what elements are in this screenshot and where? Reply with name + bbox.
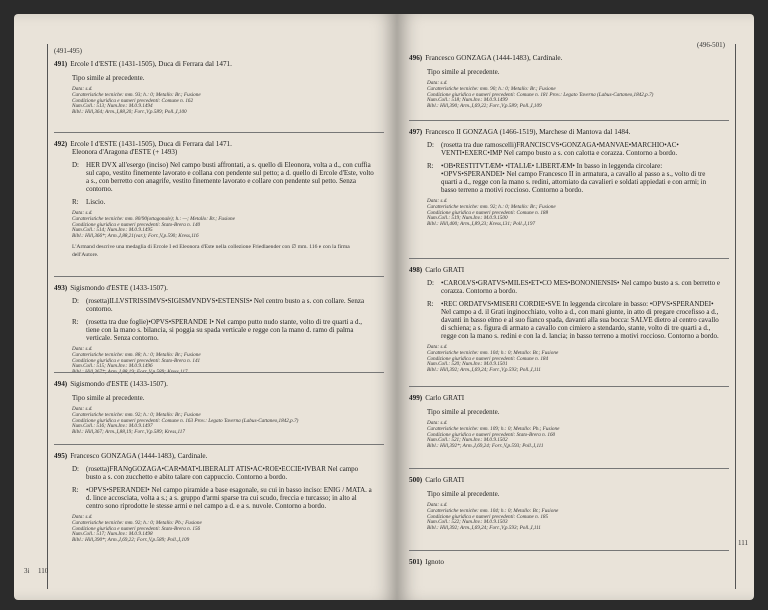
entry-type: Tipo simile al precedente. bbox=[72, 74, 145, 82]
technical-line: Num.Coll.: 518; Num.Inv.: M.0.9.1499 bbox=[427, 97, 508, 104]
technical-line: Num.Coll.: 515; Num.Inv.: M.0.9.1496 bbox=[72, 363, 153, 370]
face-label: R: bbox=[72, 486, 79, 494]
entry-separator bbox=[54, 276, 384, 277]
face-description: (rosetta tra due foglie)•OPVS•SPERANDE I• Nel campo putto nudo stante, volto di tre quarti a d., tiene con la mano s. bilancia, si poggia su spada verticale e regge con la mano d. ramo di palma verticale. Senza contorno. bbox=[86, 318, 363, 342]
catalog-entry bbox=[54, 60, 374, 116]
entry-heading bbox=[54, 380, 374, 388]
technical-line: Num.Coll.: 520; Num.Inv.: M.0.9.1501 bbox=[427, 361, 508, 368]
left-margin-rule bbox=[47, 44, 48, 589]
entry-technical-data bbox=[409, 421, 721, 450]
technical-line: Condizione giuridica e numeri precedenti: Comune n. 188 bbox=[427, 209, 549, 216]
right-running-head: (496-501) bbox=[697, 41, 725, 49]
catalog-entry bbox=[409, 128, 721, 228]
technical-line: Caratteristiche tecniche: mm. 92; h.: 0; Metallo: Br.; Fusione bbox=[427, 203, 556, 210]
entry-face bbox=[409, 141, 721, 157]
technical-line: Condizione giuridica e numeri precedenti: Stato-Brera n. 140 bbox=[72, 221, 201, 228]
technical-line: Condizione giuridica e numeri precedenti: Comune n. 163 Prov.: Legato Taverna (Labus-Cattaneo,1842,p.7) bbox=[72, 417, 299, 424]
entry-title: Sigismondo d'ESTE (1433-1507). bbox=[70, 284, 168, 292]
technical-line: Num.Coll.: 517; Num.Inv.: M.0.9.1498 bbox=[72, 531, 153, 538]
technical-line: Caratteristiche tecniche: mm. 104; h.: 0; Metallo: Br.; Fusione bbox=[427, 349, 559, 356]
entry-type: Tipo simile al precedente. bbox=[427, 408, 500, 416]
entry-technical-data bbox=[54, 211, 374, 240]
entry-title: Francesco II GONZAGA (1466-1519), Marchese di Mantova dal 1484. bbox=[425, 128, 631, 136]
entry-heading bbox=[409, 54, 721, 62]
right-page-number: 111 bbox=[738, 539, 748, 547]
entry-separator bbox=[54, 444, 384, 445]
face-label: D: bbox=[427, 141, 434, 149]
technical-line: Caratteristiche tecniche: mm. 80/90(ottagonale); h.: —; Metallo: Br.; Fusione bbox=[72, 215, 235, 222]
face-description: (rosetta)FRANꝯGOZAGA•CAR•MAT•LIBERALIT ATIS•AC•ROE•ECCIE•IVBAR Nel campo busto a s. con zucchetto e abito talare con cappuccio. Contorno a bordo. bbox=[86, 465, 359, 481]
face-label: R: bbox=[427, 300, 434, 308]
technical-line: Condizione giuridica e numeri precedenti: Comune n. 181 Prov.: Legato Taverna (Labus-Cattaneo,1842,p.7) bbox=[427, 91, 654, 98]
catalog-entry bbox=[54, 140, 374, 259]
entry-heading bbox=[409, 476, 721, 484]
entry-number: 493) bbox=[54, 284, 68, 292]
entry-heading bbox=[54, 452, 374, 460]
entry-separator bbox=[409, 386, 729, 387]
catalog-entry bbox=[409, 394, 721, 450]
technical-line: Data: s.d. bbox=[427, 420, 448, 426]
entry-separator bbox=[409, 120, 729, 121]
entry-technical-data bbox=[409, 345, 721, 374]
entry-title: Carlo GRATI bbox=[425, 476, 465, 484]
entry-heading bbox=[409, 266, 721, 274]
technical-line: Caratteristiche tecniche: mm. 93; h.: 0; Metallo: Br.; Fusione bbox=[72, 91, 201, 98]
entry-heading bbox=[409, 394, 721, 402]
face-description: •OB•RESTITVTÆM• •ITALIÆ• LIBERTÆM• In basso in leggenda circolare: •OPVS•SPERANDEI• Nel campo Francesco II in armatura, a cavallo al passo a s., volto di tre quarti a d., regge con la mano s. redini, attorniato da cavalieri e soldati appiedati e con armi; in basso terreno a motivi roccioso. Contorno a bordo. bbox=[441, 162, 707, 194]
face-description: (rosetta)ILLVSTRISSIMVS•SIGISMVNDVS•ESTENSIS• Nel centro busto a s. con collare. Senza contorno. bbox=[86, 297, 365, 313]
entry-face bbox=[409, 300, 721, 340]
catalog-entry bbox=[409, 476, 721, 532]
entry-title: Ercole I d'ESTE (1431-1505), Duca di Ferrara dal 1471. bbox=[70, 60, 232, 68]
entry-technical-data bbox=[54, 87, 374, 116]
technical-line: Data: s.d. bbox=[72, 86, 93, 92]
entry-heading bbox=[54, 60, 374, 68]
technical-line: Caratteristiche tecniche: mm. 92; h.: 0; Metallo: Pb.; Fusione bbox=[72, 519, 202, 526]
entry-separator bbox=[409, 258, 729, 259]
entry-technical-data bbox=[54, 515, 374, 544]
entry-subtitle: Eleonora d'Aragona d'ESTE (+ 1493) bbox=[72, 148, 178, 156]
technical-line: Bibl.: Hill,366*; Arm.,I,88,21(var.); Forr.,V,p.590; Kress,116 bbox=[72, 233, 199, 240]
entry-title: Ercole I d'ESTE (1431-1505), Duca di Ferrara dal 1471. bbox=[70, 140, 232, 148]
entry-title: Carlo GRATI bbox=[425, 394, 465, 402]
entry-face bbox=[409, 279, 721, 295]
entry-face bbox=[409, 162, 721, 194]
face-label: R: bbox=[72, 318, 79, 326]
entry-number: 495) bbox=[54, 452, 68, 460]
entry-number: 498) bbox=[409, 266, 423, 274]
face-description: •CAROLVS•GRATVS•MILES•ET•CO MES•BONONIENSIS• Nel campo busto a s. con berretto e corazza. Contorno a bordo. bbox=[441, 279, 720, 295]
technical-line: Bibl.: Hill,392*; Arm.,I,69,24; Forr.,V,p.593; Poll.,I,111 bbox=[427, 443, 544, 450]
entry-technical-data bbox=[409, 199, 721, 228]
entry-face bbox=[54, 161, 374, 193]
entry-face bbox=[54, 318, 374, 342]
entry-technical-data bbox=[409, 503, 721, 532]
face-description: Liscio. bbox=[86, 198, 106, 206]
entry-technical-data bbox=[54, 407, 374, 436]
entry-separator bbox=[409, 550, 729, 551]
technical-line: Data: s.d. bbox=[427, 344, 448, 350]
technical-line: Bibl.: Hill,392; Arm.,I,69,24; Forr.,V,p.593; Poll.,I,111 bbox=[427, 367, 541, 374]
technical-line: Caratteristiche tecniche: mm. 104; h.: 0; Metallo: Br.; Fusione bbox=[427, 507, 559, 514]
technical-line: Data: s.d. bbox=[427, 502, 448, 508]
technical-line: Condizione giuridica e numeri precedenti: Comune n. 162 bbox=[72, 97, 194, 104]
entry-separator bbox=[409, 468, 729, 469]
face-label: D: bbox=[72, 161, 79, 169]
technical-line: Data: s.d. bbox=[72, 210, 93, 216]
face-description: (rosetta tra due ramoscelli)FRANCISCVS•GONZAGA•MANVAE•MARCHIO•AC• VENTI•EXERC•IMP Nel campo busto a s. con calotta e corazza. Contorno a bordo. bbox=[441, 141, 679, 157]
entry-heading bbox=[54, 284, 374, 292]
entry-technical-data bbox=[409, 81, 721, 110]
technical-line: Bibl.: Hill,390; Arm.,I,69,22; Forr.,V,p.589; Poll.,I,109 bbox=[427, 103, 542, 110]
entry-separator bbox=[54, 132, 384, 133]
entry-title: Carlo GRATI bbox=[425, 266, 465, 274]
technical-line: Num.Coll.: 521; Num.Inv.: M.0.9.1502 bbox=[427, 437, 508, 444]
technical-line: Bibl.: Hill,390*; Arm.,I,69,22; Forr.,V,p.589; Poll.,I,109 bbox=[72, 537, 190, 544]
technical-line: Num.Coll.: 513; Num.Inv.: M.0.9.1494 bbox=[72, 103, 153, 110]
entry-number: 494) bbox=[54, 380, 68, 388]
technical-line: Caratteristiche tecniche: mm. 92; h.: 0; Metallo: Br.; Fusione bbox=[72, 411, 201, 418]
left-page-number: 110 bbox=[38, 567, 49, 575]
technical-line: Num.Coll.: 514; Num.Inv.: M.0.9.1495 bbox=[72, 227, 153, 234]
technical-line: Bibl.: Hill,400; Arm.,I,89,23; Kress,131; Poll.,I,197 bbox=[427, 221, 536, 228]
entry-title: Francesco GONZAGA (1444-1483), Cardinale. bbox=[70, 452, 208, 460]
face-label: D: bbox=[72, 465, 79, 473]
face-label: R: bbox=[72, 198, 79, 206]
technical-line: Caratteristiche tecniche: mm. 109; h.: 0; Metallo: Pb.; Fusione bbox=[427, 425, 560, 432]
technical-line: Condizione giuridica e numeri precedenti: Stato-Brera n. 160 bbox=[427, 431, 556, 438]
face-label: R: bbox=[427, 162, 434, 170]
entry-title: Ignoto bbox=[425, 558, 444, 566]
entry-face bbox=[54, 465, 374, 481]
technical-line: Data: s.d. bbox=[427, 80, 448, 86]
right-page bbox=[397, 14, 754, 600]
entry-face bbox=[54, 297, 374, 313]
entry-title: Francesco GONZAGA (1444-1483), Cardinale. bbox=[425, 54, 563, 62]
catalog-entry bbox=[409, 558, 721, 566]
technical-line: Data: s.d. bbox=[427, 198, 448, 204]
technical-line: Num.Coll.: 519; Num.Inv.: M.0.9.1500 bbox=[427, 215, 508, 222]
entry-separator bbox=[54, 372, 384, 373]
entry-type: Tipo simile al precedente. bbox=[427, 68, 500, 76]
technical-line: Bibl.: Hill,367; Arm.,I,88,19; Forr.,V,p.589; Kress,117 bbox=[72, 429, 185, 436]
entry-title: Sigismondo d'ESTE (1433-1507). bbox=[70, 380, 168, 388]
technical-line: Bibl.: Hill,392; Arm.,I,69,24; Forr.,V,p.593; Poll.,I,111 bbox=[427, 525, 541, 532]
entry-heading bbox=[409, 558, 721, 566]
technical-line: Bibl.: Hill,364; Arm.,I,88,20; Forr.,V,p.589; Poll.,I,100 bbox=[72, 109, 187, 116]
catalog-entry bbox=[409, 266, 721, 374]
technical-line: Condizione giuridica e numeri precedenti: Comune n. 185 bbox=[427, 513, 549, 520]
entry-type: Tipo simile al precedente. bbox=[72, 394, 145, 402]
entry-face bbox=[54, 198, 374, 206]
technical-line: Bibl.: Hill,367*; Arm.,I,88,19; Forr.,V,p.589; Kress,117 bbox=[72, 369, 188, 376]
entry-number: 496) bbox=[409, 54, 423, 62]
catalog-entry bbox=[54, 380, 374, 436]
entry-type: Tipo simile al precedente. bbox=[427, 490, 500, 498]
entry-face bbox=[54, 486, 374, 510]
technical-line: Data: s.d. bbox=[72, 406, 93, 412]
right-margin-rule bbox=[735, 44, 736, 589]
face-description: •OPVS•SPERANDEI• Nel campo piramide a base esagonale, su cui in basso inciso: ENIG / MATA. a d. lince accosciata, volta a s.; a s. gruppo d'armi sparse tra cui scudo, freccia e turcasso; in alto al centro sono riprodotte le stesse armi e nel campo a d. e a s. nuvole. Contorno a bordo. bbox=[86, 486, 372, 510]
entry-heading bbox=[54, 140, 374, 148]
left-running-head: (491-495) bbox=[54, 47, 82, 55]
technical-line: Data: s.d. bbox=[72, 346, 93, 352]
entry-note: L'Armand descrive una medaglia di Ercole I ed Eleonora d'Este nella collezione Friedlaender con ∅ mm. 116 e con la firma dell'Autore. bbox=[72, 243, 350, 258]
catalog-entry bbox=[54, 284, 374, 376]
catalog-entry bbox=[54, 452, 374, 544]
technical-line: Num.Coll.: 522; Num.Inv.: M.0.9.1503 bbox=[427, 519, 508, 526]
left-page bbox=[14, 14, 397, 600]
technical-line: Caratteristiche tecniche: mm. 88; h.: 0; Metallo: Br.; Fusione bbox=[72, 351, 201, 358]
technical-line: Caratteristiche tecniche: mm. 90; h.: 0; Metallo: Br.; Fusione bbox=[427, 85, 556, 92]
left-margin-mark: 3i bbox=[24, 567, 30, 575]
technical-line: Data: s.d. bbox=[72, 514, 93, 520]
face-description: HER DVX all'esergo (inciso) Nel campo busti affrontati, a s. quello di Eleonora, volta a d., con cuffia sul capo, vestito finemente lavorato e collana con pendente sul petto; a d. quello di Ercole d'Este, volto a s., con berretto con anagrife, vestito finemente lavorato e collare con pendente sul petto. Senza contorno. bbox=[86, 161, 374, 193]
face-description: •REC ORDATVS•MISERI CORDIE•SVE In leggenda circolare in basso: •OPVS•SPERANDEI• Nel campo a d. il Grati inginocchiato, volto a d., con mani giunte, in atto di pregare crocefisso a d., davanti in basso elmo e al suo fianco spada, davanti alla sua bocca: SALVE dietro al centro cavallo di schiena; a s. figura di armato a cavallo con cimiero a stendardo, stante, volto di tre quarti a d., regge con la mano s. redini e con la d. lancia; in basso terreno a motivi roccioso. Contorno a bordo. bbox=[441, 300, 719, 340]
technical-line: Condizione giuridica e numeri precedenti: Stato-Brera n. 141 bbox=[72, 357, 201, 364]
entry-heading bbox=[409, 128, 721, 136]
face-label: D: bbox=[427, 279, 434, 287]
entry-number: 497) bbox=[409, 128, 423, 136]
entry-number: 491) bbox=[54, 60, 68, 68]
technical-line: Num.Coll.: 516; Num.Inv.: M.0.9.1497 bbox=[72, 423, 153, 430]
technical-line: Condizione giuridica e numeri precedenti: Stato-Brera n. 156 bbox=[72, 525, 201, 532]
technical-line: Condizione giuridica e numeri precedenti: Comune n. 184 bbox=[427, 355, 549, 362]
entry-number: 492) bbox=[54, 140, 68, 148]
entry-number: 499) bbox=[409, 394, 423, 402]
entry-number: 501) bbox=[409, 558, 423, 566]
entry-number: 500) bbox=[409, 476, 423, 484]
catalog-entry bbox=[409, 54, 721, 110]
face-label: D: bbox=[72, 297, 79, 305]
